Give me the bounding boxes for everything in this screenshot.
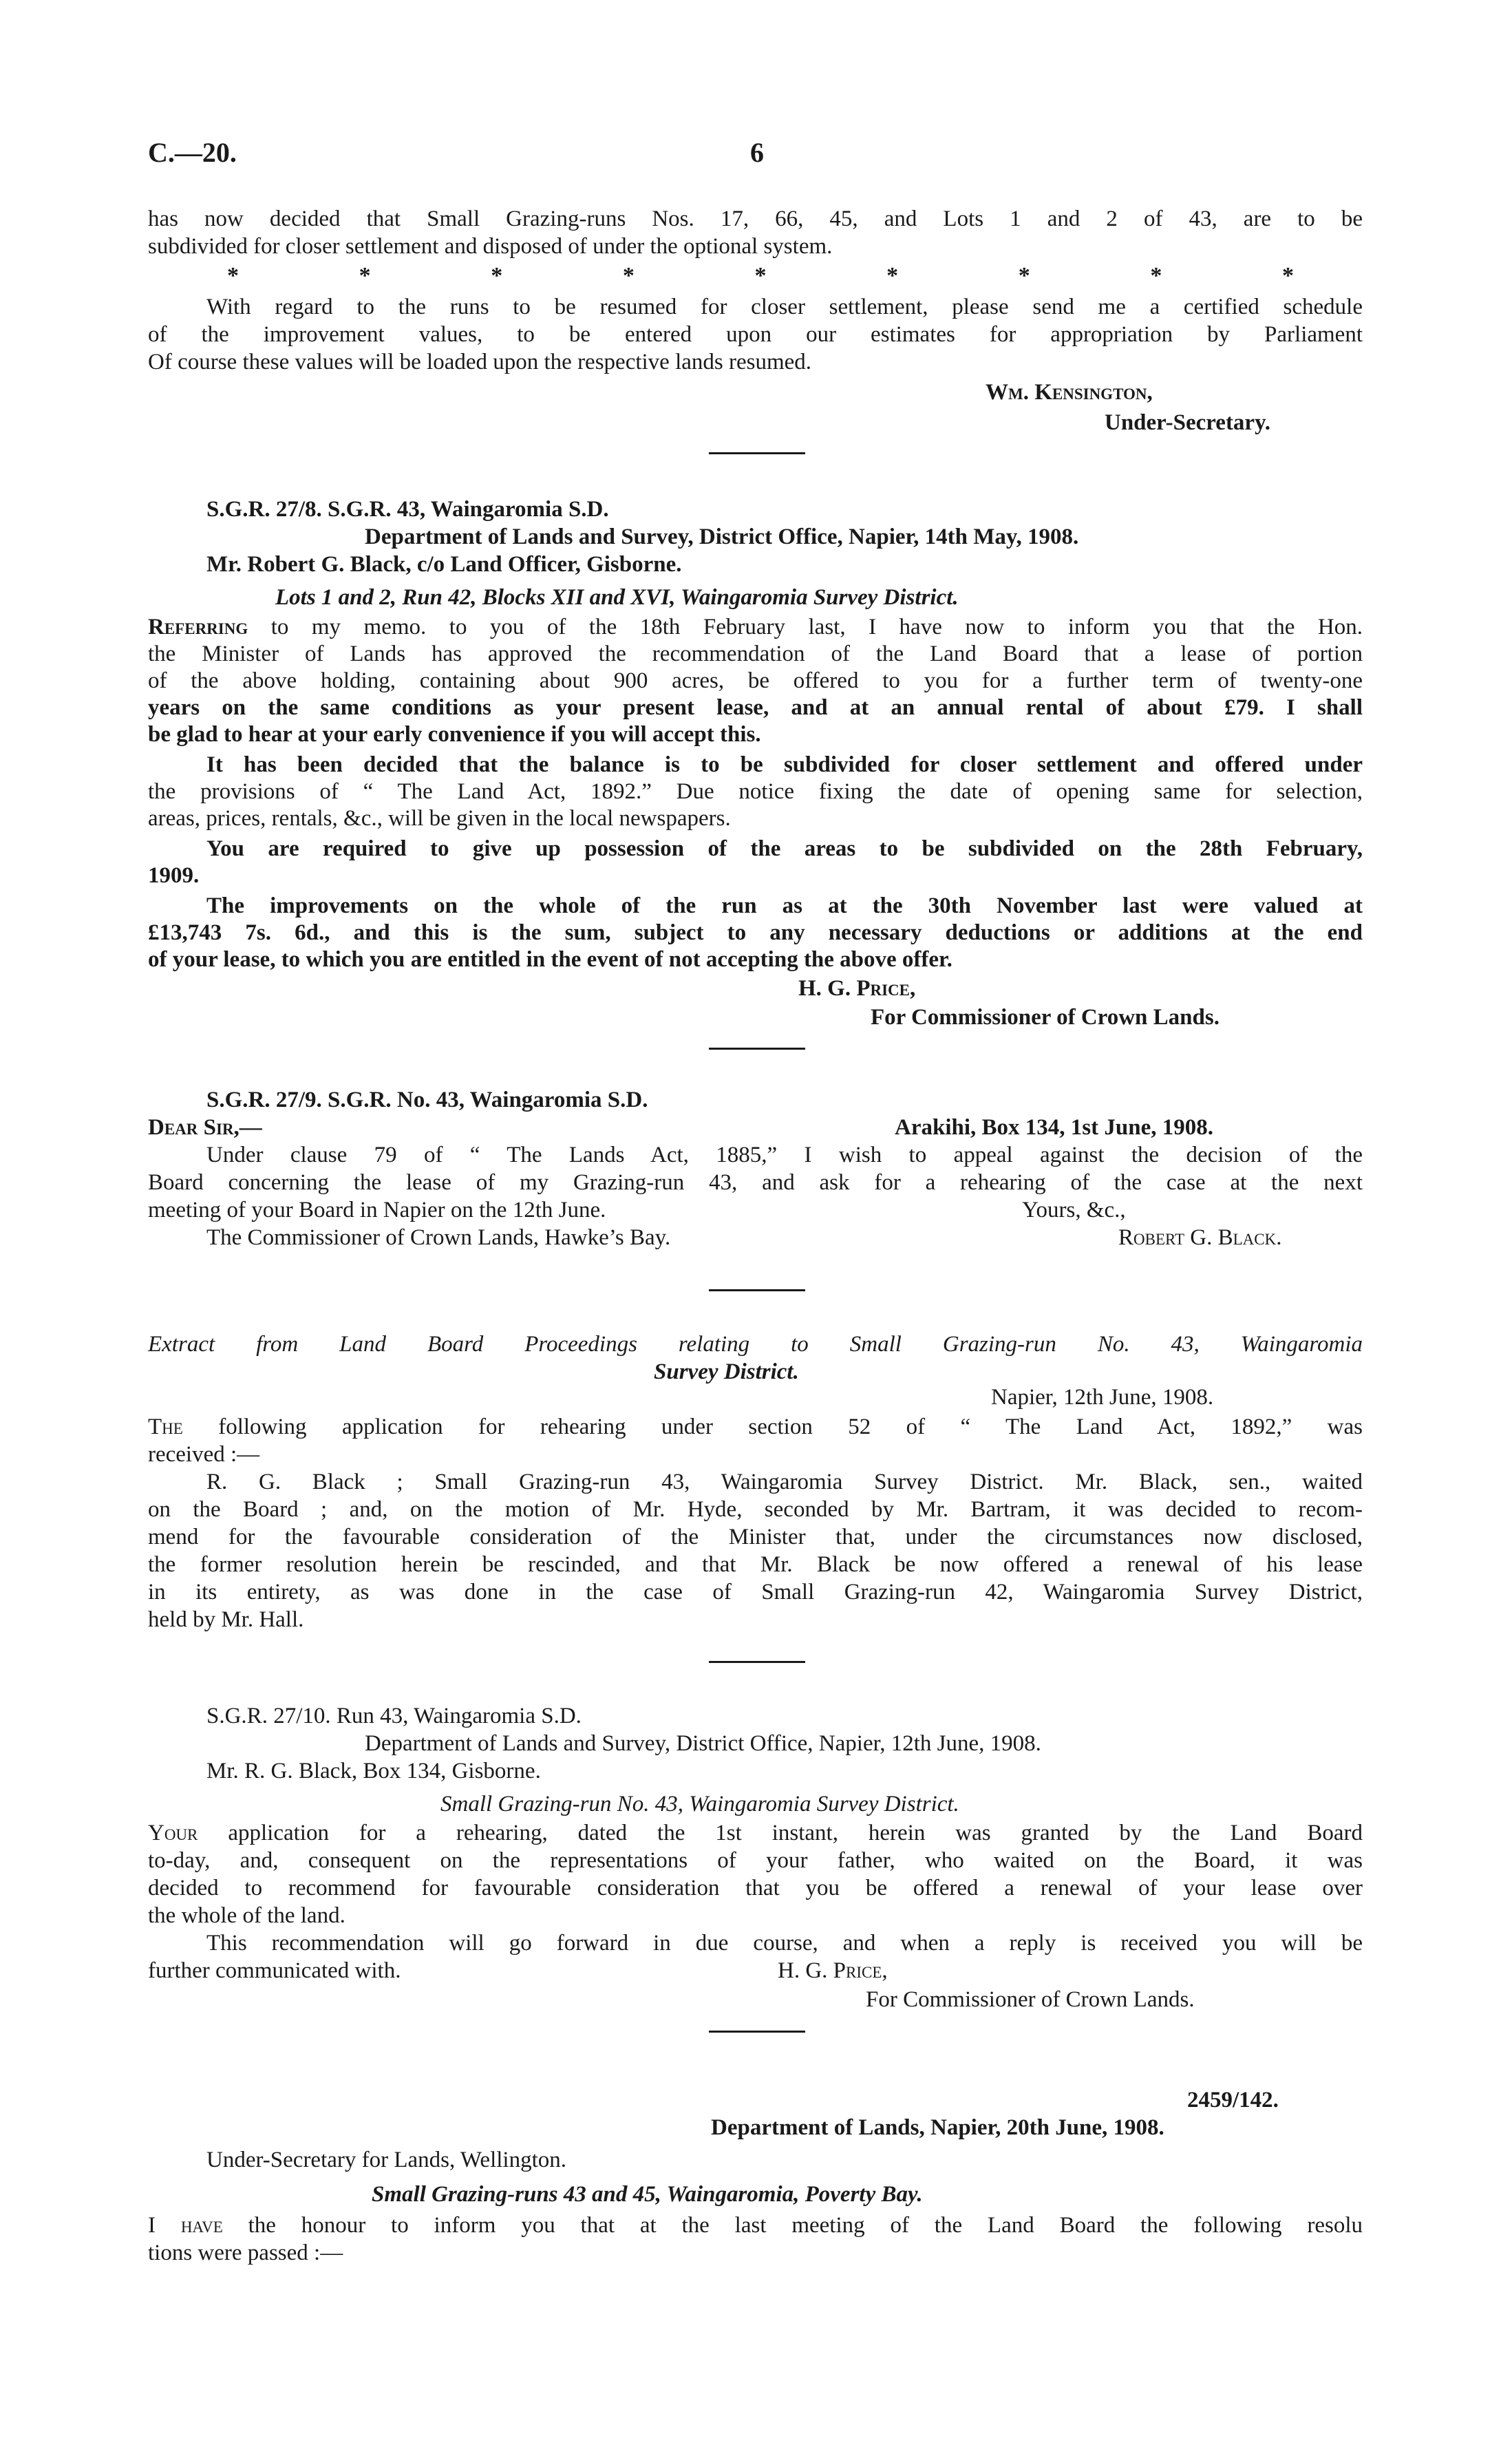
letter-dept-line: Department of Lands and Survey, District Office, Napier, 12th June, 1908. [365, 1731, 1041, 1756]
letter-body-line: £13,743 7s. 6d., and this is the sum, subject to any necessary deductions or additions at the end [148, 920, 1363, 945]
letter-subject: Lots 1 and 2, Run 42, Blocks XII and XVI, Waingaromia Survey District. [275, 585, 959, 610]
letter-dept-line: Department of Lands and Survey, District Office, Napier, 14th May, 1908. [365, 525, 1079, 549]
letter-body-line: meeting of your Board in Napier on the 12th June. [148, 1198, 606, 1222]
signature-title: For Commissioner of Crown Lands. [871, 1005, 1220, 1030]
place-date: Arakihi, Box 134, 1st June, 1908. [895, 1115, 1213, 1140]
section-divider [709, 2031, 805, 2033]
letter-addressee: Mr. Robert G. Black, c/o Land Officer, Gisborne. [206, 552, 682, 577]
extract-body-line: on the Board ; and, on the motion of Mr. Hyde, seconded by Mr. Bartram, it was decided to recom- [148, 1497, 1363, 1522]
signature: Robert G. Black. [1118, 1225, 1282, 1250]
extract-body-line: in its entirety, as was done in the case of Small Grazing-run 42, Waingaromia Survey District, [148, 1580, 1363, 1604]
letter-body-line [148, 615, 1363, 639]
star: * [1018, 263, 1030, 288]
letter-body-line: to-day, and, consequent on the representations of your father, who waited on the Board, it was [148, 1848, 1363, 1873]
body-text: following application for rehearing under section 52 of “ The Land Act, 1892,” was [182, 1415, 1363, 1439]
signature-title: Under-Secretary. [1105, 410, 1271, 435]
section-divider [709, 452, 805, 454]
extract-body-line: held by Mr. Hall. [148, 1607, 304, 1632]
star: * [622, 263, 635, 288]
letter-body-line: tions were passed :— [148, 2241, 343, 2265]
letter-body-line: areas, prices, rentals, &c., will be given in the local newspapers. [148, 806, 731, 831]
letter-body-line: years on the same conditions as your present lease, and at an annual rental of about £79. I shall [148, 695, 1363, 720]
letter-dept-line: Department of Lands, Napier, 20th June, 1908. [711, 2115, 1164, 2140]
intro-line: subdivided for closer settlement and disposed of under the optional system. [148, 234, 833, 259]
letter-body-line: of the above holding, containing about 900 acres, be offered to you for a further term of twenty-one [148, 668, 1363, 693]
extract-body-line: received :— [148, 1442, 260, 1467]
document-code: C.—20. [148, 137, 237, 168]
section-divider [709, 1048, 805, 1050]
letter-body-line: the Minister of Lands has approved the recommendation of the Land Board that a lease of portion [148, 642, 1363, 666]
extract-body-line [148, 1415, 1363, 1439]
letter-body-line: the provisions of “ The Land Act, 1892.” Due notice fixing the date of opening same for selection, [148, 779, 1363, 804]
signature: H. G. Price, [798, 976, 916, 1001]
letter-reference: 2459/142. [1187, 2088, 1279, 2112]
extract-body-line: the former resolution herein be rescinded, and that Mr. Black be now offered a renewal of his lease [148, 1552, 1363, 1577]
star: * [227, 263, 239, 288]
lead-word: Referring [148, 615, 248, 639]
salutation: Dear Sir,— [148, 1115, 262, 1140]
extract-body-line: mend for the favourable consideration of the Minister that, under the circumstances now disclosed, [148, 1525, 1363, 1549]
letter-subject: Small Grazing-run No. 43, Waingaromia Survey District. [440, 1792, 959, 1816]
letter-subject: Small Grazing-runs 43 and 45, Waingaromia, Poverty Bay. [372, 2182, 923, 2207]
star: * [491, 263, 503, 288]
letter-body-line: further communicated with. [148, 1958, 401, 1983]
letter-reference: S.G.R. 27/9. S.G.R. No. 43, Waingaromia S.D. [206, 1088, 648, 1112]
letter-body-line: Board concerning the lease of my Grazing-run 43, and ask for a rehearing of the case at the next [148, 1170, 1363, 1195]
closing: Yours, &c., [1022, 1198, 1126, 1222]
lead-word: I have [148, 2213, 223, 2238]
letter-body-line: 1909. [148, 863, 200, 888]
section-divider [709, 1661, 805, 1663]
intro-para-line: With regard to the runs to be resumed for closer settlement, please send me a certified schedule [206, 295, 1363, 319]
lead-word: Your [148, 1821, 198, 1845]
letter-body-line: of your lease, to which you are entitled in the event of not accepting the above offer. [148, 947, 952, 972]
letter-addressee: Under-Secretary for Lands, Wellington. [206, 2148, 566, 2172]
letter-body-line: decided to recommend for favourable consideration that you be offered a renewal of your lease over [148, 1876, 1363, 1900]
letter-body-line: Under clause 79 of “ The Lands Act, 1885,” I wish to appeal against the decision of the [206, 1143, 1363, 1167]
star: * [1150, 263, 1162, 288]
letter-body-line: be glad to hear at your early convenience if you will accept this. [148, 722, 761, 747]
extract-body-line: R. G. Black ; Small Grazing-run 43, Waingaromia Survey District. Mr. Black, sen., waited [206, 1470, 1363, 1494]
body-text: to my memo. to you of the 18th February last, I have now to inform you that the Hon. [248, 615, 1363, 639]
ellipsis-stars [227, 263, 1294, 289]
star: * [886, 263, 899, 288]
letter-body-line [148, 1821, 1363, 1845]
letter-body-line: The improvements on the whole of the run as at the 30th November last were valued at [206, 893, 1363, 918]
star: * [754, 263, 767, 288]
extract-title: Extract from Land Board Proceedings relating to Small Grazing-run No. 43, Waingaromia [148, 1332, 1363, 1357]
lead-word: The [148, 1415, 183, 1439]
extract-title: Survey District. [654, 1359, 799, 1384]
recipient: The Commissioner of Crown Lands, Hawke’s Bay. [206, 1225, 671, 1250]
intro-para-line: Of course these values will be loaded upon the respective lands resumed. [148, 350, 812, 374]
letter-body-line: This recommendation will go forward in due course, and when a reply is received you will be [206, 1931, 1363, 1956]
body-text: the honour to inform you that at the last meeting of the Land Board the following resolu [222, 2213, 1363, 2238]
letter-reference: S.G.R. 27/8. S.G.R. 43, Waingaromia S.D. [206, 497, 609, 522]
letter-addressee: Mr. R. G. Black, Box 134, Gisborne. [206, 1759, 541, 1783]
place-date: Napier, 12th June, 1908. [991, 1385, 1214, 1410]
page-number: 6 [750, 137, 764, 168]
letter-reference: S.G.R. 27/10. Run 43, Waingaromia S.D. [206, 1704, 582, 1728]
signature: Wm. Kensington, [986, 380, 1153, 405]
star: * [1282, 263, 1294, 288]
letter-body-line: It has been decided that the balance is to be subdivided for closer settlement and offered under [206, 752, 1363, 777]
letter-body-line: the whole of the land. [148, 1903, 345, 1928]
body-text: application for a rehearing, dated the 1st instant, herein was granted by the Land Board [198, 1821, 1363, 1845]
letter-body-line: You are required to give up possession of the areas to be subdivided on the 28th February, [206, 836, 1363, 861]
signature: H. G. Price, [778, 1958, 888, 1983]
signature-title: For Commissioner of Crown Lands. [866, 1987, 1195, 2012]
section-divider [709, 1289, 805, 1291]
star: * [359, 263, 371, 288]
intro-para-line: of the improvement values, to be entered upon our estimates for appropriation by Parliament [148, 322, 1363, 347]
intro-line: has now decided that Small Grazing-runs Nos. 17, 66, 45, and Lots 1 and 2 of 43, are to be [148, 206, 1363, 231]
letter-body-line [148, 2213, 1363, 2238]
